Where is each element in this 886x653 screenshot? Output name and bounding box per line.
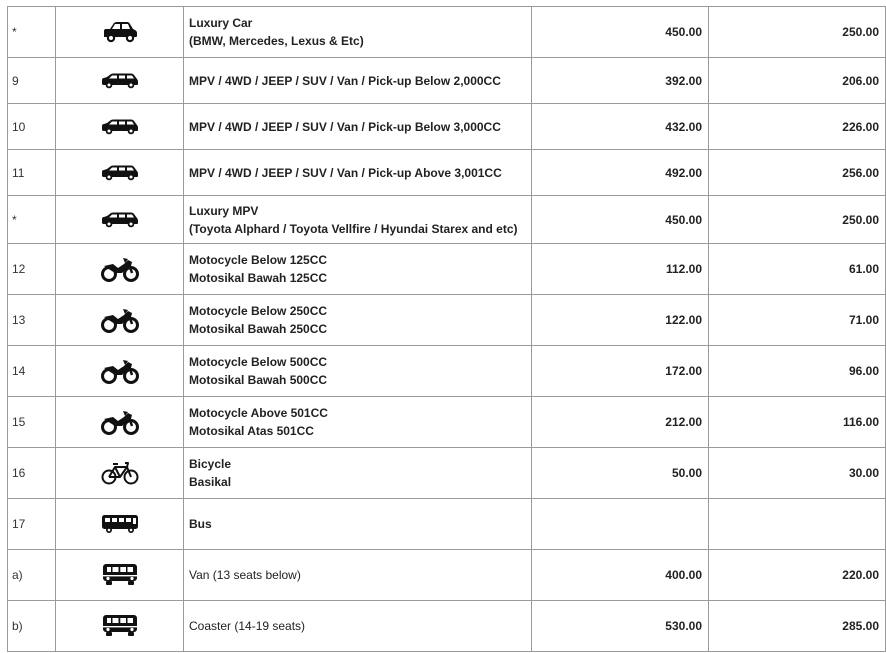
fare-price-2: 250.00 (709, 196, 886, 244)
fare-price-2: 285.00 (709, 601, 886, 652)
fare-price-1: 492.00 (532, 150, 709, 196)
description-line: Van (13 seats below) (189, 568, 301, 582)
description-line: MPV / 4WD / JEEP / SUV / Van / Pick-up Above 3,001CC (189, 165, 502, 180)
description-line: Motocycle Below 125CC (189, 253, 328, 267)
fare-price-1: 530.00 (532, 601, 709, 652)
fare-price-2: 61.00 (709, 244, 886, 295)
vehicle-icon-cell (56, 58, 184, 104)
row-number: 14 (8, 346, 56, 397)
fare-price-2: 71.00 (709, 295, 886, 346)
fare-price-1: 50.00 (532, 448, 709, 499)
bus-front-icon (101, 618, 139, 632)
vehicle-description (184, 104, 532, 150)
table-row (8, 397, 886, 448)
fare-price-2: 96.00 (709, 346, 886, 397)
vehicle-description (184, 397, 532, 448)
fare-price-1: 122.00 (532, 295, 709, 346)
row-number: 9 (8, 58, 56, 104)
row-number: 17 (8, 499, 56, 550)
table-row (8, 58, 886, 104)
table-row (8, 601, 886, 652)
mpv-icon (100, 119, 140, 133)
description-line: (BMW, Mercedes, Lexus & Etc) (189, 34, 364, 48)
vehicle-icon-cell (56, 499, 184, 550)
row-number: 10 (8, 104, 56, 150)
motorcycle-icon (101, 312, 139, 326)
motorcycle-icon (101, 414, 139, 428)
table-row (8, 346, 886, 397)
table-row (8, 150, 886, 196)
fare-price-1: 450.00 (532, 196, 709, 244)
row-number: b) (8, 601, 56, 652)
row-number: a) (8, 550, 56, 601)
fare-price-2: 206.00 (709, 58, 886, 104)
vehicle-icon-cell (56, 550, 184, 601)
description-line: Basikal (189, 475, 232, 489)
vehicle-icon-cell (56, 196, 184, 244)
motorcycle-icon (101, 261, 139, 275)
table-row (8, 244, 886, 295)
mpv-icon (100, 165, 140, 179)
vehicle-icon-cell (56, 150, 184, 196)
car-icon (101, 24, 139, 38)
bus-front-icon (101, 567, 139, 581)
vehicle-description (184, 601, 532, 652)
motorcycle-icon (101, 363, 139, 377)
fare-price-1: 450.00 (532, 7, 709, 58)
table-row (8, 448, 886, 499)
fare-price-1: 392.00 (532, 58, 709, 104)
row-number: * (8, 196, 56, 244)
vehicle-icon-cell (56, 346, 184, 397)
fare-price-2: 226.00 (709, 104, 886, 150)
bicycle-icon (101, 465, 139, 479)
description-line: Motocycle Below 500CC (189, 355, 328, 369)
vehicle-description (184, 244, 532, 295)
fare-price-1: 112.00 (532, 244, 709, 295)
table-row (8, 499, 886, 550)
description-line: Motocycle Above 501CC (189, 406, 328, 420)
fare-price-2: 250.00 (709, 7, 886, 58)
vehicle-description (184, 150, 532, 196)
fare-price-1: 172.00 (532, 346, 709, 397)
mpv-icon (100, 212, 140, 226)
mpv-icon (100, 73, 140, 87)
description-line: Motosikal Atas 501CC (189, 424, 314, 438)
table-row (8, 104, 886, 150)
vehicle-icon-cell (56, 295, 184, 346)
fare-price-1 (532, 499, 709, 550)
vehicle-icon-cell (56, 104, 184, 150)
description-line: Motosikal Bawah 125CC (189, 271, 328, 285)
row-number: 11 (8, 150, 56, 196)
description-line: Motosikal Bawah 250CC (189, 322, 328, 336)
fare-price-1: 432.00 (532, 104, 709, 150)
description-line: Motosikal Bawah 500CC (189, 373, 328, 387)
description-line: Bus (189, 517, 212, 531)
fare-table (7, 6, 886, 652)
vehicle-icon-cell (56, 397, 184, 448)
description-line: MPV / 4WD / JEEP / SUV / Van / Pick-up Below 3,000CC (189, 119, 501, 134)
description-line: Coaster (14-19 seats) (189, 619, 306, 633)
vehicle-icon-cell (56, 244, 184, 295)
fare-price-2: 116.00 (709, 397, 886, 448)
vehicle-icon-cell (56, 601, 184, 652)
fare-price-2: 30.00 (709, 448, 886, 499)
row-number: 13 (8, 295, 56, 346)
description-line: MPV / 4WD / JEEP / SUV / Van / Pick-up Below 2,000CC (189, 73, 501, 88)
table-row (8, 7, 886, 58)
fare-table-body (8, 7, 886, 652)
vehicle-description (184, 7, 532, 58)
vehicle-description (184, 295, 532, 346)
row-number: * (8, 7, 56, 58)
description-line: (Toyota Alphard / Toyota Vellfire / Hyundai Starex and etc) (189, 221, 518, 236)
row-number: 16 (8, 448, 56, 499)
table-row (8, 295, 886, 346)
vehicle-description (184, 499, 532, 550)
description-line: Motocycle Below 250CC (189, 304, 328, 318)
fare-price-2: 220.00 (709, 550, 886, 601)
description-line: Luxury Car (189, 16, 253, 30)
fare-price-1: 400.00 (532, 550, 709, 601)
vehicle-description (184, 58, 532, 104)
description-line: Luxury MPV (189, 203, 259, 218)
vehicle-icon-cell (56, 448, 184, 499)
fare-price-1: 212.00 (532, 397, 709, 448)
fare-price-2 (709, 499, 886, 550)
table-row (8, 196, 886, 244)
fare-price-2: 256.00 (709, 150, 886, 196)
table-row (8, 550, 886, 601)
bus-icon (101, 516, 139, 530)
vehicle-description (184, 346, 532, 397)
row-number: 12 (8, 244, 56, 295)
vehicle-description (184, 448, 532, 499)
vehicle-icon-cell (56, 7, 184, 58)
vehicle-description (184, 550, 532, 601)
row-number: 15 (8, 397, 56, 448)
description-line: Bicycle (189, 457, 232, 471)
vehicle-description (184, 196, 532, 244)
